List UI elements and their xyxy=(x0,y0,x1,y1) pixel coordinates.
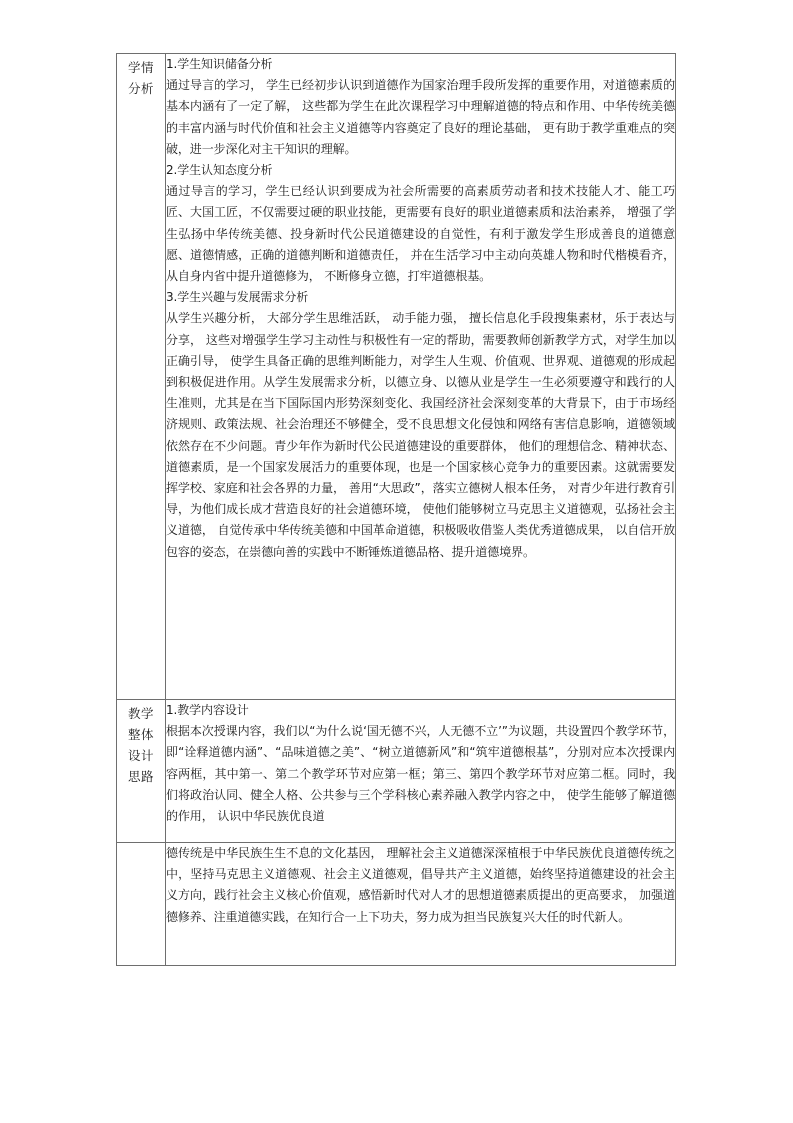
heading-interest-needs: 3.学生兴趣与发展需求分析 xyxy=(166,290,309,305)
row-label-design-approach xyxy=(117,700,165,787)
paragraph-knowledge-reserve: 通过导言的学习， 学生已经初步认识到道德作为国家治理手段所发挥的重要作用，对道德素质的基本内涵有了一定了解， 这些都为学生在此次课程学习中理解道德的特点和作用、中华传统美德的丰富内涵与时代价值和社会主义道德等内容奠定了良好的理论基础， 更有助于教学重难点的突破，进一步深化对主干知识的理解。 xyxy=(166,78,675,156)
table-row-student-analysis xyxy=(117,54,676,700)
heading-knowledge-reserve: 1.学生知识储备分析 xyxy=(166,57,273,71)
label-line: 学情 xyxy=(127,60,154,75)
table-row-design-approach xyxy=(117,700,676,843)
label-line: 思路 xyxy=(127,769,154,784)
paragraph-content-design: 根据本次授课内容，我们以“为什么说‘国无德不兴，人无德不立’”为议题，共设置四个教学环节，即“诠释道德内涵”、“品味道德之美”、“树立道德新风”和“筑牢道德根基”，分别对应本次授课内容两框，其中第一、第二个教学环节对应第一框；第三、第四个教学环节对应第二框。同时，我们将政治认同、健全人格、公共参与三个学科核心素养融入教学内容之中， 使学生能够了解道德的作用， 认识中华民族优良道 xyxy=(166,724,675,824)
label-line: 整体 xyxy=(127,727,154,742)
label-cell-empty xyxy=(117,843,166,966)
paragraph-continuation: 德传统是中华民族生生不息的文化基因， 理解社会主义道德深深植根于中华民族优良道德传统之中，坚持马克思主义道德观、社会主义道德观，倡导共产主义道德，始终坚持道德建设的社会主义方向，践行社会主义核心价值观，感悟新时代对人才的思想道德素质提出的更高要求， 加强道德修养、注重道德实践，在知行合一上下功夫，努力成为担当民族复兴大任的时代新人。 xyxy=(166,846,675,924)
row-label-student-analysis xyxy=(117,54,165,99)
label-cell xyxy=(117,700,166,843)
content-cell xyxy=(166,843,676,966)
content-cell xyxy=(166,54,676,700)
content-cell xyxy=(166,700,676,843)
paragraph-cognitive-attitude: 通过导言的学习，学生已经认识到要成为社会所需要的高素质劳动者和技术技能人才、能工巧匠、大国工匠，不仅需要过硬的职业技能，更需要有良好的职业道德素质和法治素养， 增强了学生弘扬中华传统美德、投身新时代公民道德建设的自觉性，有利于激发学生形成善良的道德意愿、道德情感，正确的道德判断和道德责任， 并在生活学习中主动向英雄人物和时代楷模看齐，从自身内省中提升道德修为， 不断修身立德，打牢道德根基。 xyxy=(166,184,675,284)
label-line: 设计 xyxy=(127,748,154,763)
label-cell xyxy=(117,54,166,700)
lesson-plan-table xyxy=(116,53,676,966)
label-line: 教学 xyxy=(127,706,154,721)
table-row-continuation xyxy=(117,843,676,966)
heading-cognitive-attitude: 2.学生认知态度分析 xyxy=(166,163,273,178)
heading-content-design: 1.教学内容设计 xyxy=(166,703,249,717)
label-line: 分析 xyxy=(127,81,154,96)
paragraph-interest-needs: 从学生兴趣分析， 大部分学生思维活跃， 动手能力强， 擅长信息化手段搜集素材，乐于表达与分享， 这些对增强学生学习主动性与积极性有一定的帮助，需要教师创新教学方式，对学生加以正确引导， 使学生具备正确的思维判断能力，对学生人生观、价值观、世界观、道德观的形成起到积极促进作用。从学生发展需求分析，以德立身、以德从业是学生一生必须要遵守和践行的人生准则，尤其是在当下国际国内形势深刻变化、我国经济社会深刻变革的大背景下，由于市场经济规则、政策法规、社会治理还不够健全，受不良思想文化侵蚀和网络有害信息影响，道德领域依然存在不少问题。青少年作为新时代公民道德建设的重要群体， 他们的理想信念、精神状态、道德素质，是一个国家发展活力的重要体现，也是一个国家核心竞争力的重要因素。这就需要发挥学校、家庭和社会各界的力量， 善用“大思政”，落实立德树人根本任务， 对青少年进行教育引导，为他们成长成才营造良好的社会道德环境， 使他们能够树立马克思主义道德观，弘扬社会主义道德， 自觉传承中华传统美德和中国革命道德，积极吸收借鉴人类优秀道德成果， 以自信开放包容的姿态，在崇德向善的实践中不断锤炼道德品格、提升道德境界。 xyxy=(166,311,675,559)
